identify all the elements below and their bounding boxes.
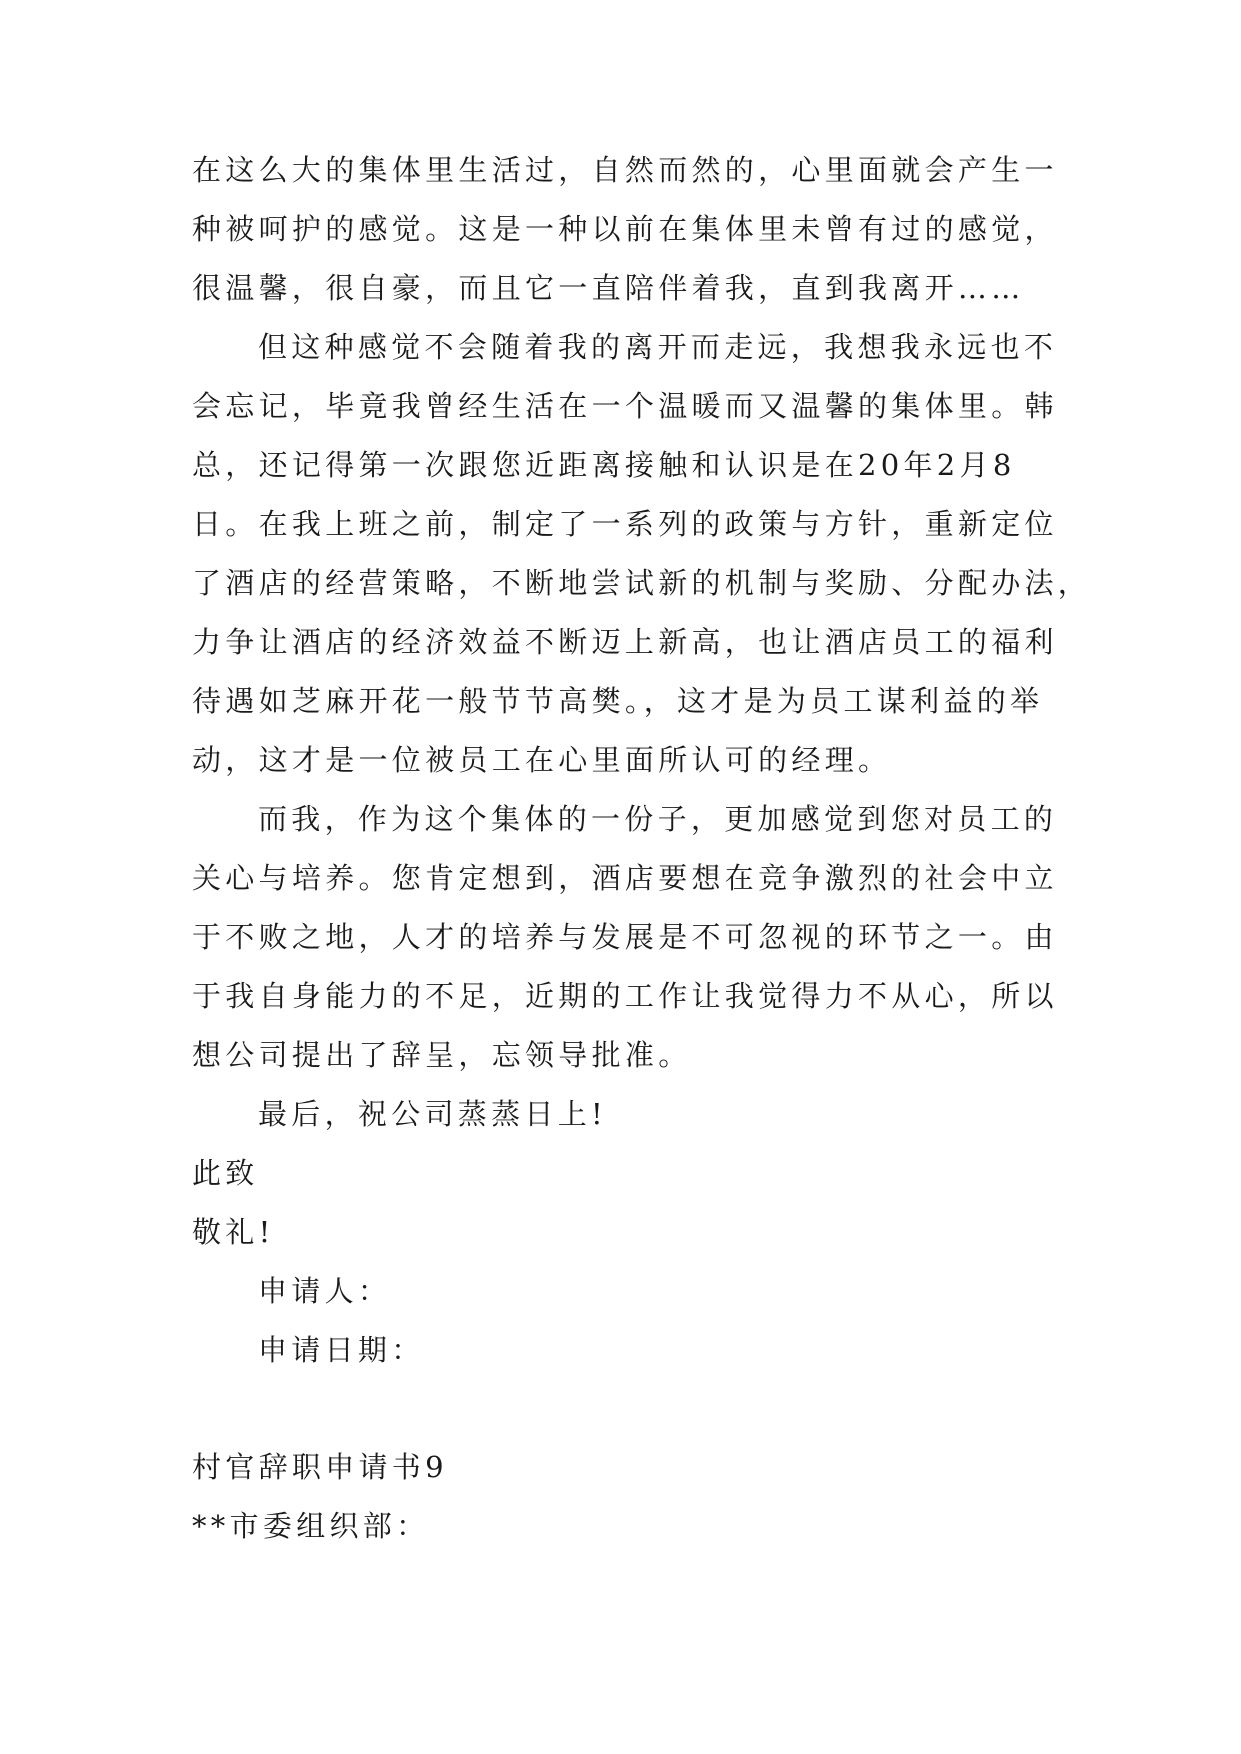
paragraph-line: 了酒店的经营策略，不断地尝试新的机制与奖励、分配办法， (192, 566, 1092, 600)
paragraph-line: 于我自身能力的不足，近期的工作让我觉得力不从心，所以 (192, 979, 1058, 1013)
paragraph-line: 关心与培养。您肯定想到，酒店要想在竞争激烈的社会中立 (192, 861, 1058, 895)
salutation-regards: 敬礼! (192, 1215, 275, 1249)
paragraph-line: 在这么大的集体里生活过，自然而然的，心里面就会产生一 (192, 153, 1058, 187)
paragraph-line: 会忘记，毕竟我曾经生活在一个温暖而又温馨的集体里。韩 (192, 389, 1058, 423)
paragraph-line: 很温馨，很自豪，而且它一直陪伴着我，直到我离开…… (192, 271, 1025, 305)
paragraph-line: 待遇如芝麻开花一般节节高樊。，这才是为员工谋利益的举 (192, 684, 1044, 718)
section-title: 村官辞职申请书9 (192, 1450, 448, 1484)
paragraph-line: 种被呵护的感觉。这是一种以前在集体里未曾有过的感觉， (192, 212, 1058, 246)
salutation: 此致 (192, 1156, 259, 1190)
paragraph-line: 而我，作为这个集体的一份子，更加感觉到您对员工的 (258, 802, 1058, 836)
applicant-label: 申请人： (258, 1274, 392, 1308)
paragraph-line: 总，还记得第一次跟您近距离接触和认识是在20年2月8 (192, 448, 1016, 482)
paragraph-line: 力争让酒店的经济效益不断迈上新高，也让酒店员工的福利 (192, 625, 1058, 659)
paragraph-line: 日。在我上班之前，制定了一系列的政策与方针，重新定位 (192, 507, 1058, 541)
paragraph-line: 想公司提出了辞呈，忘领导批准。 (192, 1038, 692, 1072)
paragraph-line: 但这种感觉不会随着我的离开而走远，我想我永远也不 (258, 330, 1058, 364)
paragraph-line: 于不败之地，人才的培养与发展是不可忽视的环节之一。由 (192, 920, 1058, 954)
application-date-label: 申请日期： (258, 1333, 425, 1367)
paragraph-line: 动，这才是一位被员工在心里面所认可的经理。 (192, 743, 892, 777)
closing-wish: 最后，祝公司蒸蒸日上! (258, 1097, 607, 1131)
addressee-line: **市委组织部： (192, 1509, 430, 1543)
